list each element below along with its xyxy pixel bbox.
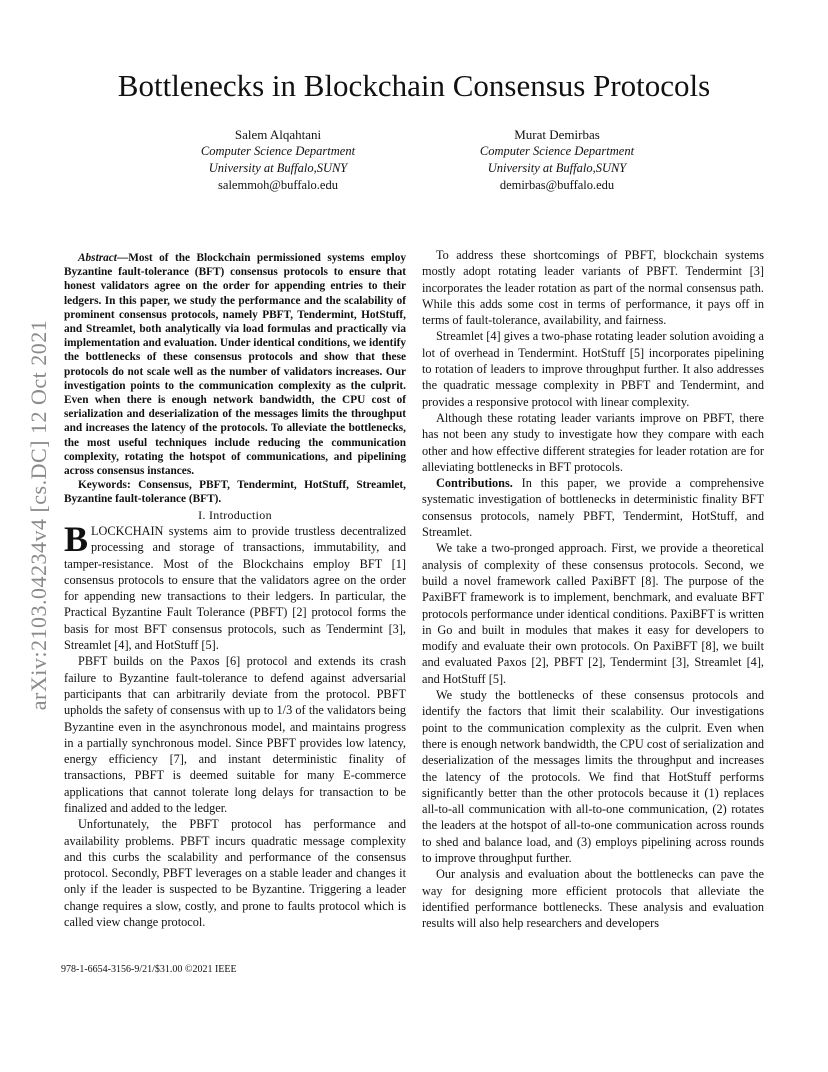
author-univ: University at Buffalo,SUNY (487, 161, 627, 175)
copyright-footer: 978-1-6654-3156-9/21/$31.00 ©2021 IEEE (61, 964, 237, 975)
intro-paragraph-9: We study the bottlenecks of these consensus protocols and identify the factors that limit their scalability. Our investigations point to the communication complexity as the culprit. Even when there is enough network bandwidth, the CPU cost of serialization and deserialization of the messages limits the throughput and increases the latency of the protocols. We find that HotStuff performs significantly better than the other protocols because it (1) replaces all-to-all communication with all-to-one communication, (2) rotates the leaders at the hotspot of all-to-one communication across rounds to shed and balance load, and (3) employs pipelining across rounds to improve throughput further. (422, 688, 764, 865)
paper-title: Bottlenecks in Blockchain Consensus Protocols (117, 68, 711, 103)
author-univ: University at Buffalo,SUNY (208, 161, 348, 175)
section-heading: I. Introduction (198, 507, 272, 522)
paragraph-text: LOCKCHAIN systems aim to provide trustless decentralized processing and storage of transactions, immutability, and tamper-resistance. Most of the Blockchains employ BFT [1] consensus protocols to ensure that the validators agree on the order for appending new transactions to their ledgers. In particular, the Practical Byzantine Fault Tolerance (PBFT) [2] protocol forms the basis for most BFT consensus protocols, such as Tendermint [3], Streamlet [4], and HotStuff [5]. (64, 523, 406, 653)
contributions-paragraph (422, 475, 764, 540)
author-email: demirbas@buffalo.edu (499, 178, 615, 192)
author-dept: Computer Science Department (479, 144, 635, 158)
intro-paragraph-5: Streamlet [4] gives a two-phase rotating leader solution avoiding a lot of overhead in Tendermint. HotStuff [5] incorporates pipelining to rotation of leaders to improve throughput further. It also addresses the quadratic message complexity in PBFT and Tendermint, and provides a responsive protocol with linear complexity. (422, 329, 764, 409)
left-column (64, 251, 406, 930)
author-email: salemmoh@buffalo.edu (218, 178, 338, 192)
intro-paragraph-4: To address these shortcomings of PBFT, blockchain systems mostly adopt rotating leader variants of PBFT. Tendermint [3] incorporates the leader rotation as part of the normal consensus path. While this adds some cost in terms of performance, it pays off in terms of fault-tolerance, availability, and fairness. (422, 248, 764, 328)
intro-paragraph-3: Unfortunately, the PBFT protocol has performance and availability problems. PBFT incurs quadratic message complexity and this curbs the scalability and performance of the consensus protocol. Secondly, PBFT leverages on a stable leader and changes it only if the leader is suspected to be Byzantine. Triggering a leader change requires a slow, costly, and prone to faults protocol which is called view change protocol. (64, 817, 406, 930)
drop-cap: B (64, 518, 89, 559)
intro-paragraph-2: PBFT builds on the Paxos [6] protocol and extends its crash failure to Byzantine fault-tolerance to defend against adversarial participants that can arbitrarily deviate from the protocol. PBFT upholds the safety of consensus with up to 1/3 of the validators being Byzantine even in the asynchronous model, and maintains progress in a partially synchronous model. Since PBFT provides low latency, energy efficiency [7], and instant deterministic finality of transactions, PBFT is deemed suitable for many E-commerce applications that cannot tolerate long delays for transaction to be finalized and added to the ledger. (64, 654, 406, 815)
author-block-2 (427, 126, 687, 194)
intro-paragraph-10: Our analysis and evaluation about the bottlenecks can pave the way for designing more efficient protocols that alleviate the identified performance bottlenecks. These analysis and evaluation results will also help researchers and developers (422, 867, 764, 931)
paragraph-text: In this paper, we provide a comprehensive systematic investigation of bottlenecks in deterministic finality BFT consensus protocols, namely PBFT, Tendermint, HotStuff, and Streamlet. (422, 476, 765, 540)
abstract-text: —Most of the Blockchain permissioned systems employ Byzantine fault-tolerance (BFT) consensus protocols to ensure that honest validators agree on the order for appending entries to their ledgers. In this paper, we study the performance and the scalability of prominent consensus protocols, namely PBFT, Tendermint, HotStuff, and Streamlet, both analytically via load formulas and practically via implementation and evaluation. Under identical conditions, we identify the bottlenecks of these consensus protocols and show that these protocols do not scale well as the number of validators increases. Our investigation points to the communication complexity as the culprit. Even when there is enough network bandwidth, the CPU cost of serialization and deserialization of the messages limits the throughput and increases the latency of the protocols. To alleviate the bottlenecks, the most useful techniques include reducing the communication complexity, rotating the hotspot of communications, and pipelining across consensus instances. (64, 252, 406, 478)
keywords: Keywords: Consensus, PBFT, Tendermint, HotStuff, Streamlet, Byzantine fault-tolerance (BFT). (64, 479, 406, 506)
author-name: Murat Demirbas (514, 127, 600, 142)
right-column (422, 247, 764, 931)
abstract-label: Abstract (78, 252, 117, 264)
arxiv-identifier (14, 285, 64, 745)
abstract (64, 251, 406, 478)
intro-paragraph-1 (64, 518, 406, 653)
intro-paragraph-6: Although these rotating leader variants improve on PBFT, there has not been any study to investigate how they compare with each other and how effective different strategies for leader rotation are for alleviating bottlenecks in BFT protocols. (422, 410, 764, 474)
arxiv-id-text: arXiv:2103.04234v4 [cs.DC] 12 Oct 2021 (26, 319, 51, 711)
author-block-1 (148, 126, 408, 194)
contributions-label: Contributions. (436, 476, 513, 491)
author-dept: Computer Science Department (200, 144, 356, 158)
author-name: Salem Alqahtani (234, 127, 322, 142)
intro-paragraph-8: We take a two-pronged approach. First, we provide a theoretical analysis of complexity of these consensus protocols. Second, we build a novel framework called PaxiBFT [8]. The purpose of the PaxiBFT framework is to implement, benchmark, and evaluate BFT protocols performance under identical conditions. PaxiBFT is written in Go and built in modules that makes it easy for developers to modify and evaluate their own protocols. On PaxiBFT [8], we built and evaluated Paxos [2], PBFT [2], Tendermint [3], Streamlet [4], and HotStuff [5]. (422, 541, 764, 686)
